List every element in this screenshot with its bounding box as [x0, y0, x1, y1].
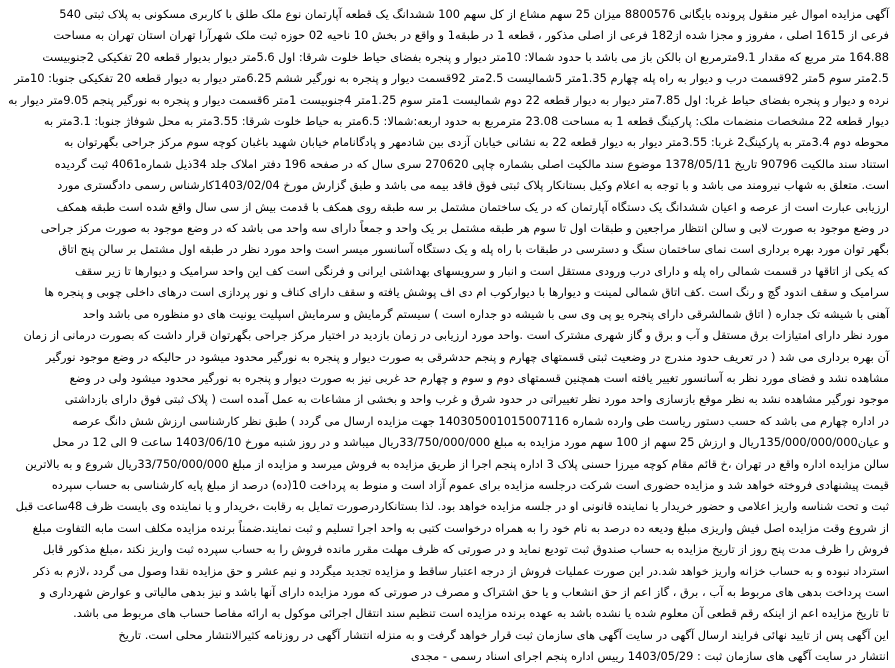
notice-line-10: ارزیابی عبارت است از عرصه و اعیان ششدانگ یک دستگاه آپارتمان که در یک ساختمان مشتمل بر سه طبقه روی همکف با قدمت بیش از سی سال واقع شده است طبقه همکف: [56, 199, 889, 214]
notice-line-25: از شروع وقت مزایده اصل فیش واریزی مبلغ ودیعه ده درصد به نام خود را به همراه درخواست کتبی به واحد اجرا تسلیم و ثبت نمایند.ضمناً برنده مزایده مکلف است مابه التفاوت مبلغ: [32, 520, 889, 535]
notice-line-12: بگهر توان مورد بهره برداری است نمای ساختمان سنگ و دسترسی در طبقات با راه پله و یک دستگاه آسانسور میسر است واحد مورد نظر در طبقه اول مشتمل بر سالن پنج اتاق: [58, 242, 889, 257]
notice-line-29: تا تاریخ مزایده اعم از اینکه رقم قطعی آن معلوم شده یا نشده باشد به عهده برنده مزایده است تنظیم سند انتقال اجرائی موکول به ارائه مفاصا حساب های مربوط می باشد.: [73, 606, 889, 621]
notice-line-18: مشاهده نشد و فضای مورد نظر به آسانسور تغییر یافته است همچنین قسمتهای دوم و سوم و چهارم حد غربی نیز به صورت دیوار و پنجره به نورگیر محدود میشود ولی در وضع: [69, 370, 889, 385]
notice-line-15: آهنی با شیشه تک جداره ( اتاق شمالشرقی دارای پنجره یو پی وی سی با شیشه دو جداره است ) سیستم گرمایش و سرمایش اسپلیت یونیت های دو منظوره می باشد واحد: [82, 306, 889, 321]
notice-line-21: و عیان135/000/000/000ریال و ارزش 25 سهم از 100 سهم مورد مزایده به مبلغ 33/750/000/000ریال میباشد و در روز شنبه مورخ 1403/06/10 ساعت 9 الی 12 در محل: [52, 435, 889, 450]
notice-line-01: آگهی مزایده اموال غیر منقول پرونده بایگانی 8800576 میزان 25 سهم مشاع از کل سهم 100 ششدانگ یک قطعه آپارتمان نوع ملک طلق با کاربری مسکونی به پلاک ثبتی 540: [59, 7, 889, 21]
notice-line-05: نرده و دیوار و پنجره بفضای حیاط غربا: اول 7.85متر دیوار به دیوار قطعه 22 دوم شمالیست 1متر سوم 1.25متر 4جنوبیست 1متر 6قسمت دیوار و پنجره به نورگیر پنجم 9.05متر دیوار به: [8, 92, 889, 107]
notice-line-24: ثبت و تحت شناسه واریز اعلامی و حضور خریدار یا نماینده قانونی او در جلسه مزایده خواهد بود. لذا بستانکاردرصورت تمایل به رقابت ،خریدار و یا نماینده وی بایست ظرف 48ساعت قبل: [15, 499, 889, 514]
notice-line-30: این آگهی پس از تایید نهائی فرایند ارسال آگهی در سایت آگهی های سازمان ثبت قرار خواهد گرفت و به منزله انتشار آگهی در روزنامه کثیرالانتشار محلی است. تاریخ: [118, 627, 889, 642]
notice-line-06: دیوار قطعه 22 مشخصات منضمات ملک: پارکینگ قطعه 1 به مساحت 23.08 مترمربع به حدود اربعه:شمالا: 6.5متر به حیاط خلوت شرقا: 3.55متر به محل شوفاژ جنوبا: 3.1متر به: [43, 114, 889, 129]
notice-line-08: استناد سند مالکیت 90796 تاریخ 1378/05/11 موضوع سند مالکیت اصلی بشماره چاپی 270620 سری سال که در صفحه 196 دفتر املاک جلد 34ذیل شماره4061 ثبت گردیده: [54, 156, 889, 171]
notice-line-26: فروش را ظرف مدت پنج روز از تاریخ مزایده به حساب صندوق ثبت تودیع نماید و در صورتی که ظرف مهلت مقرر مانده فروش را به حساب سپرده ثبت واریز نکند ،مبلغ مذکور قابل: [42, 542, 889, 557]
notice-line-17: آن بهره برداری می شد ( در تعریف حدود مندرج در وضعیت ثبتی قسمتهای چهارم و پنجم حدشرقی به صورت دیوار و پنجره به نورگیر محدود میشود در حالیکه در وضع موجود نورگیر: [45, 349, 889, 364]
notice-line-28: است پرداخت بدهی های مربوط به آب ، برق ، گاز اعم از حق انشعاب و یا حق اشتراک و مصرف در صورتی که مورد مزایده دارای آنها باشد و نیز بدهی مالیاتی و عوارض شهرداری و: [40, 584, 889, 599]
notice-line-09: است. متعلق به شهاب نیرومند می باشد و با توجه به اعلام وکیل بستانکار پلاک ثبتی فوق فاقد بیمه می باشد و طبق گزارش مورخ 1403/02/04کارشناس رسمی دادگستری مورد: [57, 178, 889, 193]
notice-line-19: موجود نورگیر مشاهده نشد به نظر موقع بازسازی واحد مورد نظر تغییراتی در حدود شرق و غرب واحد و بخشی از مشاعات به عمل آمده است ( پلاک ثبتی فوق دارای بازداشتی: [64, 392, 889, 407]
notice-line-04: 2.5متر سوم 5متر 92قسمت درب و دیوار به راه پله چهارم 1.35متر 5شمالیست 2.5متر 92قسمت دیوار و پنجره به نورگیر ششم 6.25متر دیوار به دیوار قطعه 20 تفکیکی جنوبا: 10متر: [14, 71, 889, 86]
notice-line-03: 164.88 متر مربع که مقدار 9.1مترمربع ان بالکن باز می باشد با حدود شمالا: 10متر دیوار و پنجره بفضای حیاط خلوت شرقا: اول 5.6متر دیوار بدیوار قطعه 20 تفکیکی 2جنوبیست: [42, 49, 889, 64]
notice-line-07: محوطه دوم 3.4متر به پارکینگ2 غربا: 3.55متر دیوار به دیوار قطعه 22 به نشانی خیابان آزدی بین شادمهر و پادگانامام خیابان شهید باغبان کوچه سوم مرکز جراحی بگهرتوان به: [63, 135, 889, 150]
notice-line-27: استرداد نبوده و به حساب خزانه واریز خواهد شد.در این صورت عملیات فروش از درجه اعتبار ساقط و مزایده تجدید میگردد و نیم عشر و حق مزایده نقدا وصول می گردد ،لازم به ذکر: [33, 563, 889, 578]
notice-line-20: در اداره چهارم می باشد که حسب دستور ریاست طی وارده شماره 140305001015007116 جهت مزایده ارسال می گردد ) طبق نظر کارشناسی ارزش شش دانگ عرصه: [72, 413, 889, 428]
notice-line-11: در وضع موجود به صورت لابی و سالن انتظار مراجعین و طبقات اول تا سوم هر طبقه مشتمل بر یک واحد و جمعاً دارای سه واحد می باشد که در وضع موجود به صورت مرکز جراحی: [40, 221, 889, 236]
notice-line-02: فرعی از 1615 اصلی ، مفروز و مجزا شده از182 فرعی از اصلی مذکور ، قطعه 1 در طبقه1 و واقع در بخش 10 ناحیه 02 حوزه ثبت ملک شهرآرا تهران استان تهران به مساحت: [53, 28, 889, 43]
notice-line-13: که یکی از اتاقها در قسمت شمالی راه پله و دارای درب ورودی مستقل است و انبار و سرویسهای بهداشتی ایرانی و فرنگی است کف این واحد سرامیک و دیوارها تا زیر سقف: [75, 263, 889, 278]
notice-line-31: انتشار در سایت آگهی های سازمان ثبت : 1403/05/29 رییس اداره پنجم اجرای اسناد رسمی - مجدی: [410, 649, 889, 664]
notice-line-23: قیمت پیشنهادی فروخته خواهد شد و مزایده حضوری است شرکت درجلسه مزایده برای عموم آزاد است و منوط به پرداخت 10(ده) درصد از مبلغ پایه کارشناسی به حساب سپرده: [51, 477, 889, 492]
notice-line-14: سرامیک و سقف اندود گچ و رنگ است .کف اتاق شمالی لمینت و دیوارها با دیوارکوب ام دی اف پوشش یافته و سقف دارای کناف و نور پردازی است درهای داخلی چوبی و پنجره ها: [44, 285, 889, 300]
notice-line-16: مورد نظر دارای امتیازات برق مستقل و آب و برق و گاز شهری مشترک است .واحد مورد ارزیابی در زمان بازدید در اختیار مرکز جراحی بگهرتوان قرار داشت که بصورت درمانی از زمان: [23, 328, 889, 343]
notice-line-22: سالن مزایده اداره واقع در تهران ،خ قائم مقام کوچه میرزا حسنی پلاک 3 اداره پنجم اجرا از طریق مزایده به فروش میرسد و مزایده از مبلغ 33/750/000/000ریال شروع و به بالاترین: [25, 456, 889, 471]
